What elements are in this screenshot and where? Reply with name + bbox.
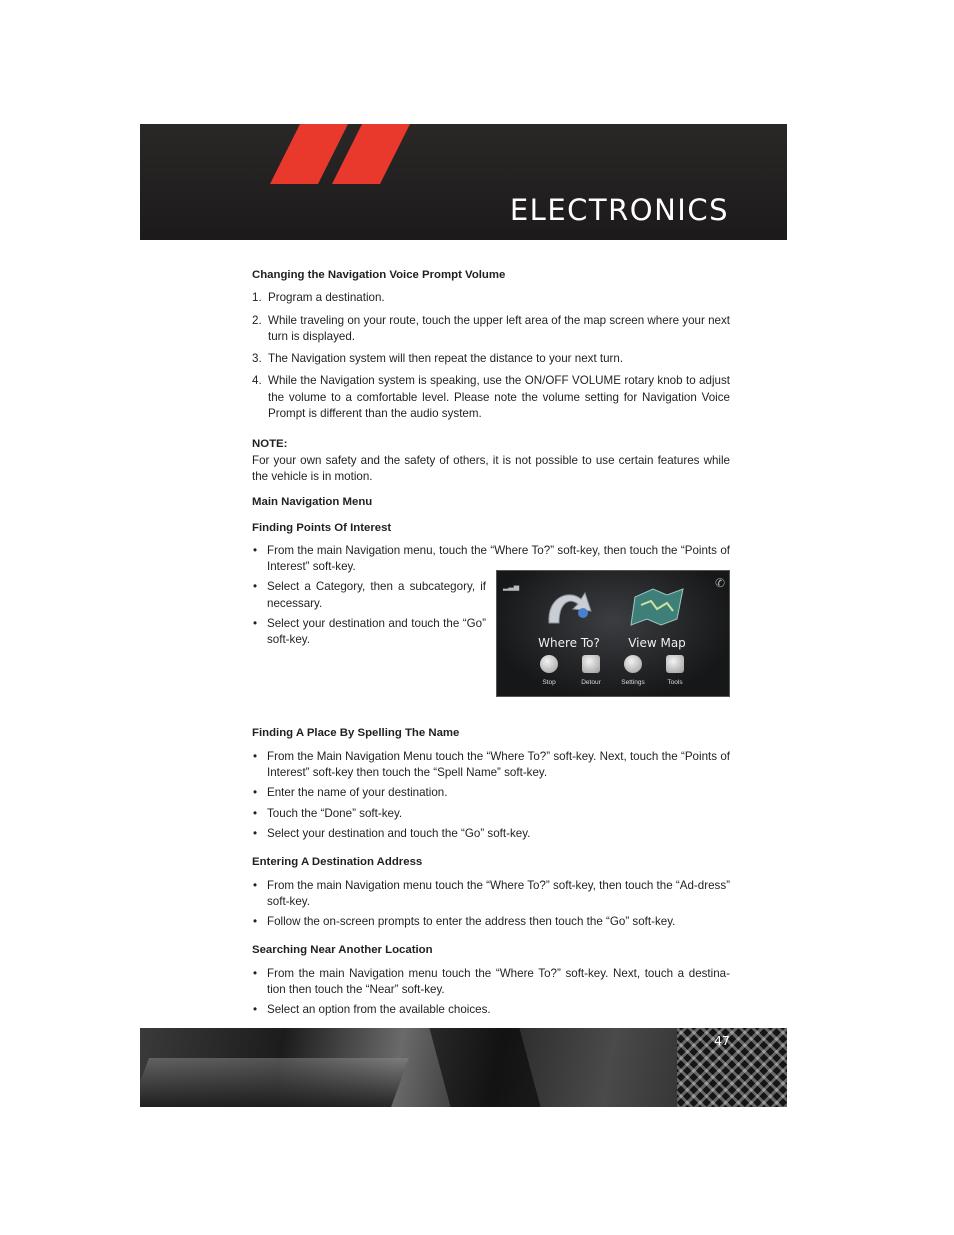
spell-heading: Finding A Place By Spelling The Name — [252, 727, 460, 740]
tools-key: Tools — [656, 655, 694, 691]
list-item: • Select an option from the available choices. — [252, 1002, 730, 1018]
bullet: • — [253, 617, 258, 631]
settings-key: Settings — [614, 655, 652, 691]
list-item: • From the main Navigation menu touch the “Where To?” soft-key, then touch the “Ad-dress” soft-key. — [252, 878, 730, 911]
list-item: • From the Main Navigation Menu touch the “Where To?” soft-key. Next, touch the “Points of Interest” soft-key then touch the “Spell Name” soft-key. — [252, 749, 730, 782]
bullet: • — [253, 878, 258, 892]
bullet: • — [253, 580, 258, 594]
bullet: • — [253, 966, 258, 980]
section-header — [140, 124, 787, 240]
where-to-arrow-icon — [539, 583, 599, 627]
phone-icon: ✆ — [714, 576, 725, 591]
list-item: • Follow the on-screen prompts to enter the address then touch the “Go” soft-key. — [252, 914, 730, 930]
detour-icon — [582, 655, 600, 673]
list-item: • Touch the “Done” soft-key. — [252, 806, 730, 822]
page-number: 47 — [714, 1033, 730, 1048]
numbered-step: 3. The Navigation system will then repeat the distance to your next turn. — [252, 352, 624, 366]
numbered-step: 2. While traveling on your route, touch the upper left area of the map screen where your next turn is displayed. — [252, 313, 730, 343]
main-menu-heading: Main Navigation Menu — [252, 496, 373, 509]
bullet: • — [253, 786, 258, 800]
bullet: • — [253, 1003, 258, 1017]
poi-bullets — [252, 579, 486, 697]
grille-pattern — [677, 1028, 787, 1107]
stop-key: Stop — [530, 655, 568, 691]
bullet: • — [253, 543, 258, 557]
toolbox-icon — [666, 655, 684, 673]
address-heading: Entering A Destination Address — [252, 856, 423, 869]
poi-row — [252, 576, 730, 697]
view-map-tile: View Map — [617, 583, 697, 651]
bullet: • — [253, 806, 258, 820]
list-item: • Select your destination and touch the “Go” soft-key. — [252, 826, 730, 842]
numbered-step: 1. Program a destination. — [252, 291, 385, 305]
poi-heading: Finding Points Of Interest — [252, 521, 392, 534]
note-label: NOTE: — [252, 438, 288, 451]
voice-prompt-heading: Changing the Navigation Voice Prompt Volume — [252, 269, 506, 281]
list-item: • Select your destination and touch the “Go” soft-key. — [252, 616, 486, 649]
where-to-tile: Where To? — [529, 583, 609, 651]
footer-banner-image — [140, 1028, 787, 1107]
stop-icon — [540, 655, 558, 673]
note-text: For your own safety and the safety of others, it is not possible to use certain features while the vehicle is in motion. — [252, 453, 730, 483]
brand-stripes-logo — [140, 124, 440, 194]
list-item: • Select a Category, then a subcategory, if necessary. — [252, 579, 486, 612]
page-content — [252, 267, 730, 1023]
bullet: • — [253, 826, 258, 840]
section-title: ELECTRONICS — [509, 193, 729, 227]
list-item: • From the main Navigation menu touch the “Where To?” soft-key. Next, touch a destina-tion then touch the “Near” soft-key. — [252, 966, 730, 999]
list-item: • Enter the name of your destination. — [252, 785, 730, 801]
detour-key: Detour — [572, 655, 610, 691]
signal-icon: ▂▃▅ — [503, 584, 520, 592]
numbered-step: 4. While the Navigation system is speaking, use the ON/OFF VOLUME rotary knob to adjust the volume to a comfortable level. Please note the volume setting for Navigation Voice Prompt is different than the audio system. — [252, 374, 730, 421]
voice-prompt-steps — [252, 290, 730, 422]
gear-icon — [624, 655, 642, 673]
list-item: • From the main Navigation menu, touch the “Where To?” soft-key, then touch the “Points of Interest” soft-key. — [252, 543, 730, 576]
bullet: • — [253, 749, 258, 763]
bullet: • — [253, 915, 258, 929]
map-icon — [627, 583, 687, 627]
navigation-screen-image — [496, 570, 730, 697]
near-heading: Searching Near Another Location — [252, 944, 433, 957]
